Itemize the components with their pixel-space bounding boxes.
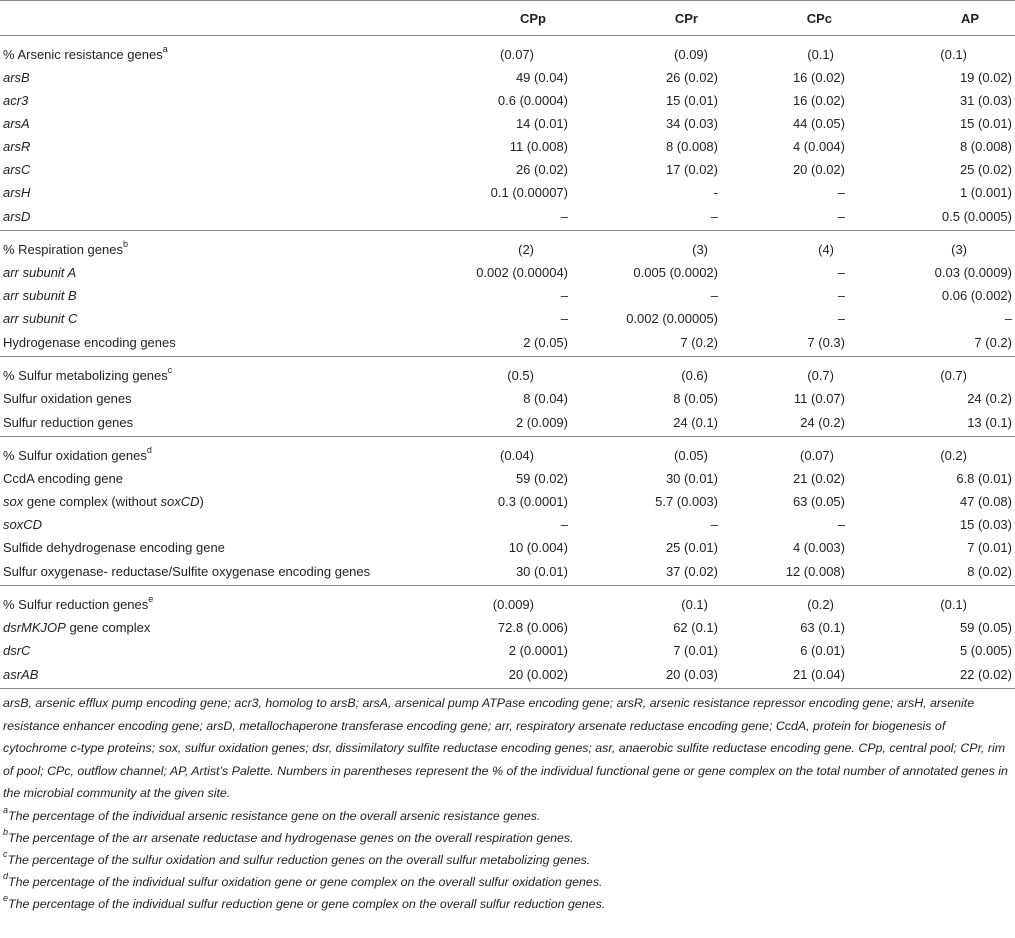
header-label-col [0,1,458,36]
row-label: Sulfur reduction genes [3,415,134,431]
cell-cpr: 26 (0.02) [665,69,718,85]
table-row [0,181,1015,204]
header-ap: AP [886,1,1015,36]
row-label: arsC [3,161,31,177]
cell-cpr: (0.6) [681,367,708,383]
footnote-b: $^b$The percentage of the arr arsenate reductase and hydrogenase genes on the overall respiration genes. [3,827,574,845]
cell-cpp: 0.6 (0.0004) [497,92,568,108]
table-row [0,261,1015,284]
cell-ap: (0.1) [940,596,967,612]
cell-cpp: 59 (0.02) [515,470,568,486]
footnote-a: $^a$The percentage of the individual arsenic resistance gene on the overall arsenic resistance genes. [3,805,541,823]
cell-ap: 7 (0.01) [967,539,1012,555]
cell-cpr: 7 (0.2) [680,335,718,351]
cell-ap: 59 (0.05) [959,619,1012,635]
cell-cpc: – [837,287,845,303]
cell-ap: 7 (0.2) [974,335,1012,351]
cell-ap: 15 (0.01) [959,115,1012,131]
row-label: sox gene complex (without soxCD) [3,493,204,509]
cell-cpp: 11 (0.008) [509,138,568,154]
cell-cpr: (3) [692,241,708,257]
cell-cpp: (0.5) [507,367,534,383]
row-label: % Respiration genes$^b$ [3,239,128,257]
table-row [0,467,1015,490]
table-row [0,330,1015,357]
header-cpp: CPp [458,1,568,36]
cell-cpr: 0.002 (0.00005) [626,310,718,326]
cell-cpp: – [560,287,568,303]
cell-cpr: 7 (0.01) [673,642,718,658]
row-label: % Sulfur reduction genes$^e$ [3,594,154,612]
cell-cpr: 24 (0.1) [673,415,718,431]
cell-cpp: – [560,310,568,326]
table-row [0,204,1015,231]
cell-cpp: 20 (0.002) [508,667,568,683]
cell-ap: 15 (0.03) [959,516,1012,532]
table-row [0,639,1015,662]
cell-cpp: (2) [518,241,534,257]
cell-cpr: – [710,516,718,532]
row-label: Sulfur oxygenase- reductase/Sulfite oxygenase encoding genes [3,564,371,580]
cell-cpc: 20 (0.02) [792,161,845,177]
cell-cpc: 6 (0.01) [800,642,845,658]
cell-cpc: (0.7) [807,367,834,383]
table-group [0,437,1015,586]
cell-cpc: 21 (0.04) [792,667,845,683]
row-label: CcdA encoding gene [3,470,123,486]
table-row [0,559,1015,586]
table-row [0,231,1015,261]
row-label: Hydrogenase encoding genes [3,335,176,351]
table-row [0,387,1015,410]
table-row [0,437,1015,467]
table-row [0,662,1015,689]
row-label: arsB [3,69,30,85]
row-label: acr3 [3,92,29,108]
cell-ap: (3) [951,241,967,257]
cell-ap: 22 (0.02) [959,667,1012,683]
cell-cpr: 34 (0.03) [665,115,718,131]
cell-cpc: (0.07) [800,447,834,463]
cell-cpc: 63 (0.1) [800,619,845,635]
table-footnotes [3,692,1011,915]
cell-cpr: 30 (0.01) [665,470,718,486]
row-label: dsrC [3,642,31,658]
cell-ap: 47 (0.08) [959,493,1012,509]
cell-cpp: 0.1 (0.00007) [490,184,568,200]
table-group [0,231,1015,357]
row-label: arr subunit B [3,287,77,303]
cell-ap: (0.1) [940,46,967,62]
cell-ap: 0.5 (0.0005) [941,209,1012,225]
footnote-e: $^e$The percentage of the individual sulfur reduction gene or gene complex on the overall sulfur reduction genes. [3,893,606,911]
cell-cpc: (4) [818,241,834,257]
cell-cpc: 4 (0.003) [792,539,845,555]
cell-ap: 31 (0.03) [959,92,1012,108]
cell-ap: 0.06 (0.002) [941,287,1012,303]
table-row [0,36,1015,66]
cell-cpr: 20 (0.03) [665,667,718,683]
cell-ap: 8 (0.02) [967,564,1012,580]
cell-cpc: 16 (0.02) [792,69,845,85]
footnote-list [3,805,1011,915]
cell-cpc: 12 (0.008) [785,564,845,580]
cell-cpp: 30 (0.01) [515,564,568,580]
row-label: Sulfur oxidation genes [3,390,132,406]
cell-cpc: 44 (0.05) [792,115,845,131]
cell-cpc: 21 (0.02) [792,470,845,486]
cell-cpp: – [560,516,568,532]
table-row [0,490,1015,513]
table-row [0,112,1015,135]
cell-cpp: 0.002 (0.00004) [476,264,568,280]
table-row [0,586,1015,616]
cell-cpc: (0.1) [807,46,834,62]
footnote-c: $^c$The percentage of the sulfur oxidation and sulfur reduction genes on the overall sulfur metabolizing genes. [3,849,591,867]
cell-cpp: 14 (0.01) [515,115,568,131]
cell-cpc: 4 (0.004) [792,138,845,154]
row-label: % Arsenic resistance genes$^a$ [3,44,168,62]
header-cpr: CPr [568,1,758,36]
cell-ap: 1 (0.001) [959,184,1012,200]
cell-ap: 24 (0.2) [967,390,1012,406]
cell-cpp: 2 (0.0001) [508,642,568,658]
cell-cpp: 8 (0.04) [523,390,568,406]
table-row [0,307,1015,330]
cell-cpr: 62 (0.1) [673,619,718,635]
table-group [0,357,1015,437]
cell-cpr: (0.05) [674,447,708,463]
header-cpc: CPc [758,1,886,36]
row-label: arsA [3,115,30,131]
table-header-row [0,1,1015,36]
cell-cpr: – [710,287,718,303]
cell-ap: 19 (0.02) [959,69,1012,85]
cell-cpc: – [837,310,845,326]
cell-cpp: (0.07) [500,46,534,62]
row-label: arsD [3,209,31,225]
table-row [0,284,1015,307]
cell-cpp: 2 (0.05) [523,335,568,351]
row-label: dsrMKJOP gene complex [3,619,151,635]
cell-ap: 8 (0.008) [959,138,1012,154]
cell-cpp: (0.04) [500,447,534,463]
table-row [0,66,1015,89]
cell-cpp: 49 (0.04) [515,69,568,85]
cell-cpr: 0.005 (0.0002) [633,264,718,280]
cell-cpc: 7 (0.3) [807,335,845,351]
cell-cpr: 37 (0.02) [665,564,718,580]
cell-cpp: 0.3 (0.0001) [497,493,568,509]
cell-cpr: – [710,209,718,225]
cell-ap: (0.2) [940,447,967,463]
cell-ap: 0.03 (0.0009) [934,264,1012,280]
cell-cpp: 72.8 (0.006) [497,619,568,635]
cell-cpp: 10 (0.004) [508,539,568,555]
cell-cpc: (0.2) [807,596,834,612]
cell-cpp: 2 (0.009) [515,415,568,431]
row-label: arr subunit C [3,310,78,326]
cell-cpr: 8 (0.008) [665,138,718,154]
cell-ap: – [1004,310,1012,326]
row-label: % Sulfur metabolizing genes$^c$ [3,365,173,383]
cell-cpc: 24 (0.2) [800,415,845,431]
table-row [0,536,1015,559]
cell-cpr: - [713,184,718,200]
row-label: soxCD [3,516,43,532]
table-group [0,36,1015,231]
row-label: asrAB [3,667,39,683]
cell-cpc: – [837,184,845,200]
row-label: arsH [3,184,31,200]
cell-cpr: (0.09) [674,46,708,62]
cell-cpc: 63 (0.05) [792,493,845,509]
cell-cpc: 11 (0.07) [793,390,845,406]
table-row [0,616,1015,639]
cell-ap: (0.7) [940,367,967,383]
row-label: arr subunit A [3,264,77,280]
table-row [0,513,1015,536]
cell-cpc: – [837,516,845,532]
cell-cpr: 25 (0.01) [665,539,718,555]
footnote-d: $^d$The percentage of the individual sulfur oxidation gene or gene complex on the overall sulfur oxidation genes. [3,871,603,889]
cell-cpp: 26 (0.02) [515,161,568,177]
table-row [0,135,1015,158]
cell-cpp: (0.009) [492,596,534,612]
table-row [0,89,1015,112]
row-label: % Sulfur oxidation genes$^d$ [3,445,152,463]
row-label: Sulfide dehydrogenase encoding gene [3,539,225,555]
cell-cpr: 17 (0.02) [665,161,718,177]
cell-ap: 25 (0.02) [959,161,1012,177]
cell-cpr: 8 (0.05) [673,390,718,406]
cell-cpc: 16 (0.02) [792,92,845,108]
cell-ap: 13 (0.1) [967,415,1012,431]
table-row [0,357,1015,387]
cell-ap: 5 (0.005) [959,642,1012,658]
table-row [0,158,1015,181]
cell-cpr: (0.1) [681,596,708,612]
row-label: arsR [3,138,31,154]
cell-cpr: 5.7 (0.003) [655,493,718,509]
cell-cpp: – [560,209,568,225]
cell-cpr: 15 (0.01) [665,92,718,108]
footnote-abbreviations: arsB, arsenic efflux pump encoding gene; acr3, homolog to arsB; arsA, arsenical pump ATPase encoding gene; arsR, arsenic resistance repressor encoding gene; arsH, arsenite resistance enhancer encoding gene; arsD, metallochaperone transferase encoding gene; arr, respiratory arsenate reductase encoding gene; CcdA, protein for biogenesis of cytochrome c-type proteins; sox, sulfur oxidation genes; dsr, dissimilatory sulfite reductase encoding genes; asr, anaerobic sulfite reductase encoding gene. CPp, central pool; CPr, rim of pool; CPc, outflow channel; AP, Artist’s Palette. Numbers in parentheses represent the % of the individual functional gene or gene complex on the total number of annotated genes in the microbial community at the given site. [3,696,1008,800]
cell-cpc: – [837,209,845,225]
table-row [0,410,1015,437]
cell-ap: 6.8 (0.01) [956,470,1012,486]
table-group [0,586,1015,689]
cell-cpc: – [837,264,845,280]
